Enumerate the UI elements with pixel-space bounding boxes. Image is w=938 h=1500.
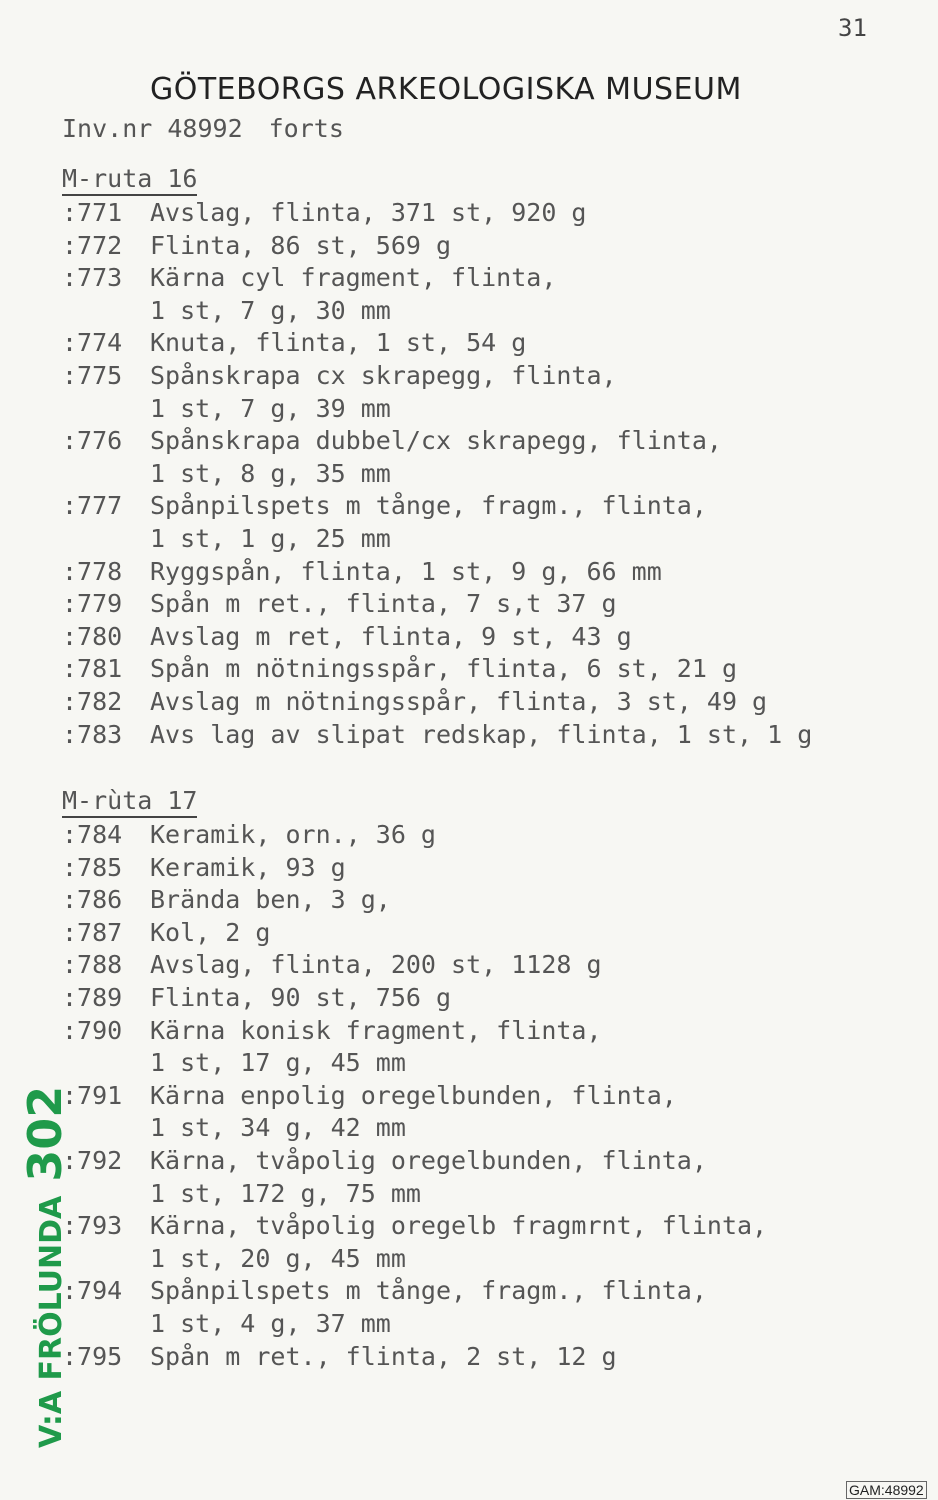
entry-number: :791 (62, 1080, 123, 1110)
entry-number: :775 (62, 361, 123, 390)
entry-number: :776 (62, 426, 123, 456)
entry-description: Avslag, flinta, 371 st, 920 g (150, 198, 587, 227)
entry-description: Kärna, tvåpolig oregelbunden, flinta, (150, 1146, 707, 1175)
entry-number: :792 (62, 1146, 123, 1175)
entry-number: :783 (62, 719, 123, 749)
entry-number: :779 (62, 589, 123, 619)
entry-description: Spånskrapa cx skrapegg, flinta, (150, 361, 617, 390)
inventory-number (62, 114, 370, 143)
entry-description: Keramik, 93 g (150, 852, 346, 882)
entry-description: Kärna, tvåpolig oregelb fragmrnt, flinta, (150, 1211, 768, 1241)
entry-number: :774 (62, 328, 123, 358)
entry-measurements: 1 st, 4 g, 37 mm (150, 1309, 391, 1338)
entry-measurements: 1 st, 17 g, 45 mm (150, 1048, 406, 1078)
entry-number: :788 (62, 950, 123, 980)
entry-description: Spånskrapa dubbel/cx skrapegg, flinta, (150, 426, 722, 456)
entry-number: :790 (62, 1015, 123, 1045)
entry-number: :795 (62, 1341, 123, 1371)
entry-description: Spånpilspets m tånge, fragm., flinta, (150, 491, 707, 521)
entry-measurements: 1 st, 1 g, 25 mm (150, 524, 391, 553)
entry-number: :786 (62, 885, 123, 915)
entry-number: :771 (62, 198, 123, 227)
entry-number: :785 (62, 852, 123, 882)
inventory-note: forts (268, 114, 344, 143)
entry-measurements: 1 st, 8 g, 35 mm (150, 458, 391, 488)
entry-number: :777 (62, 491, 123, 521)
entry-measurements: 1 st, 20 g, 45 mm (150, 1243, 406, 1273)
entry-description: Brända ben, 3 g, (150, 885, 391, 915)
entry-number: :782 (62, 687, 123, 716)
page-number: 31 (838, 14, 867, 42)
entry-description: Kärna enpolig oregelbunden, flinta, (150, 1080, 677, 1110)
entry-description: Keramik, orn., 36 g (150, 820, 436, 849)
entry-number: :781 (62, 654, 123, 684)
entry-measurements: 1 st, 34 g, 42 mm (150, 1113, 406, 1143)
entry-number: :772 (62, 230, 123, 260)
entry-description: Flinta, 90 st, 756 g (150, 983, 452, 1012)
entry-description: Kol, 2 g (150, 917, 271, 947)
entry-number: :794 (62, 1276, 123, 1306)
site-stamp-number: 302 (18, 1085, 72, 1182)
entry-description: Avslag m ret, flinta, 9 st, 43 g (150, 621, 632, 651)
section-heading: M-rùta 17 (62, 786, 197, 818)
entry-number: :787 (62, 917, 123, 947)
entry-description: Avslag, flinta, 200 st, 1128 g (150, 950, 602, 980)
entry-measurements: 1 st, 7 g, 30 mm (150, 295, 391, 325)
entry-number: :778 (62, 556, 123, 586)
museum-title: GÖTEBORGS ARKEOLOGISKA MUSEUM (150, 72, 742, 107)
entry-description: Spån m nötningsspår, flinta, 6 st, 21 g (150, 654, 737, 684)
entry-number: :773 (62, 263, 123, 293)
entry-description: Kärna cyl fragment, flinta, (150, 263, 557, 293)
entry-number: :789 (62, 983, 123, 1012)
entry-number: :780 (62, 621, 123, 651)
entry-description: Spån m ret., flinta, 2 st, 12 g (150, 1341, 617, 1371)
entry-description: Knuta, flinta, 1 st, 54 g (150, 328, 527, 358)
entry-description: Avs lag av slipat redskap, flinta, 1 st, 1 g (150, 719, 813, 749)
site-stamp (18, 1086, 72, 1448)
section-heading: M-ruta 16 (62, 164, 197, 196)
entry-description: Spån m ret., flinta, 7 s,t 37 g (150, 589, 617, 619)
entry-description: Kärna konisk fragment, flinta, (150, 1015, 602, 1045)
catalog-id: GAM:48992 (846, 1481, 927, 1499)
entry-number: :793 (62, 1211, 123, 1241)
entry-number: :784 (62, 820, 123, 849)
entry-description: Flinta, 86 st, 569 g (150, 230, 452, 260)
entry-description: Ryggspån, flinta, 1 st, 9 g, 66 mm (150, 556, 662, 586)
entry-measurements: 1 st, 7 g, 39 mm (150, 393, 391, 423)
entry-description: Avslag m nötningsspår, flinta, 3 st, 49 g (150, 687, 768, 716)
site-stamp-text: V:A FRÖLUNDA (34, 1195, 69, 1448)
entry-measurements: 1 st, 172 g, 75 mm (150, 1178, 421, 1208)
entry-description: Spånpilspets m tånge, fragm., flinta, (150, 1276, 707, 1306)
inventory-label: Inv.nr 48992 (62, 114, 243, 143)
